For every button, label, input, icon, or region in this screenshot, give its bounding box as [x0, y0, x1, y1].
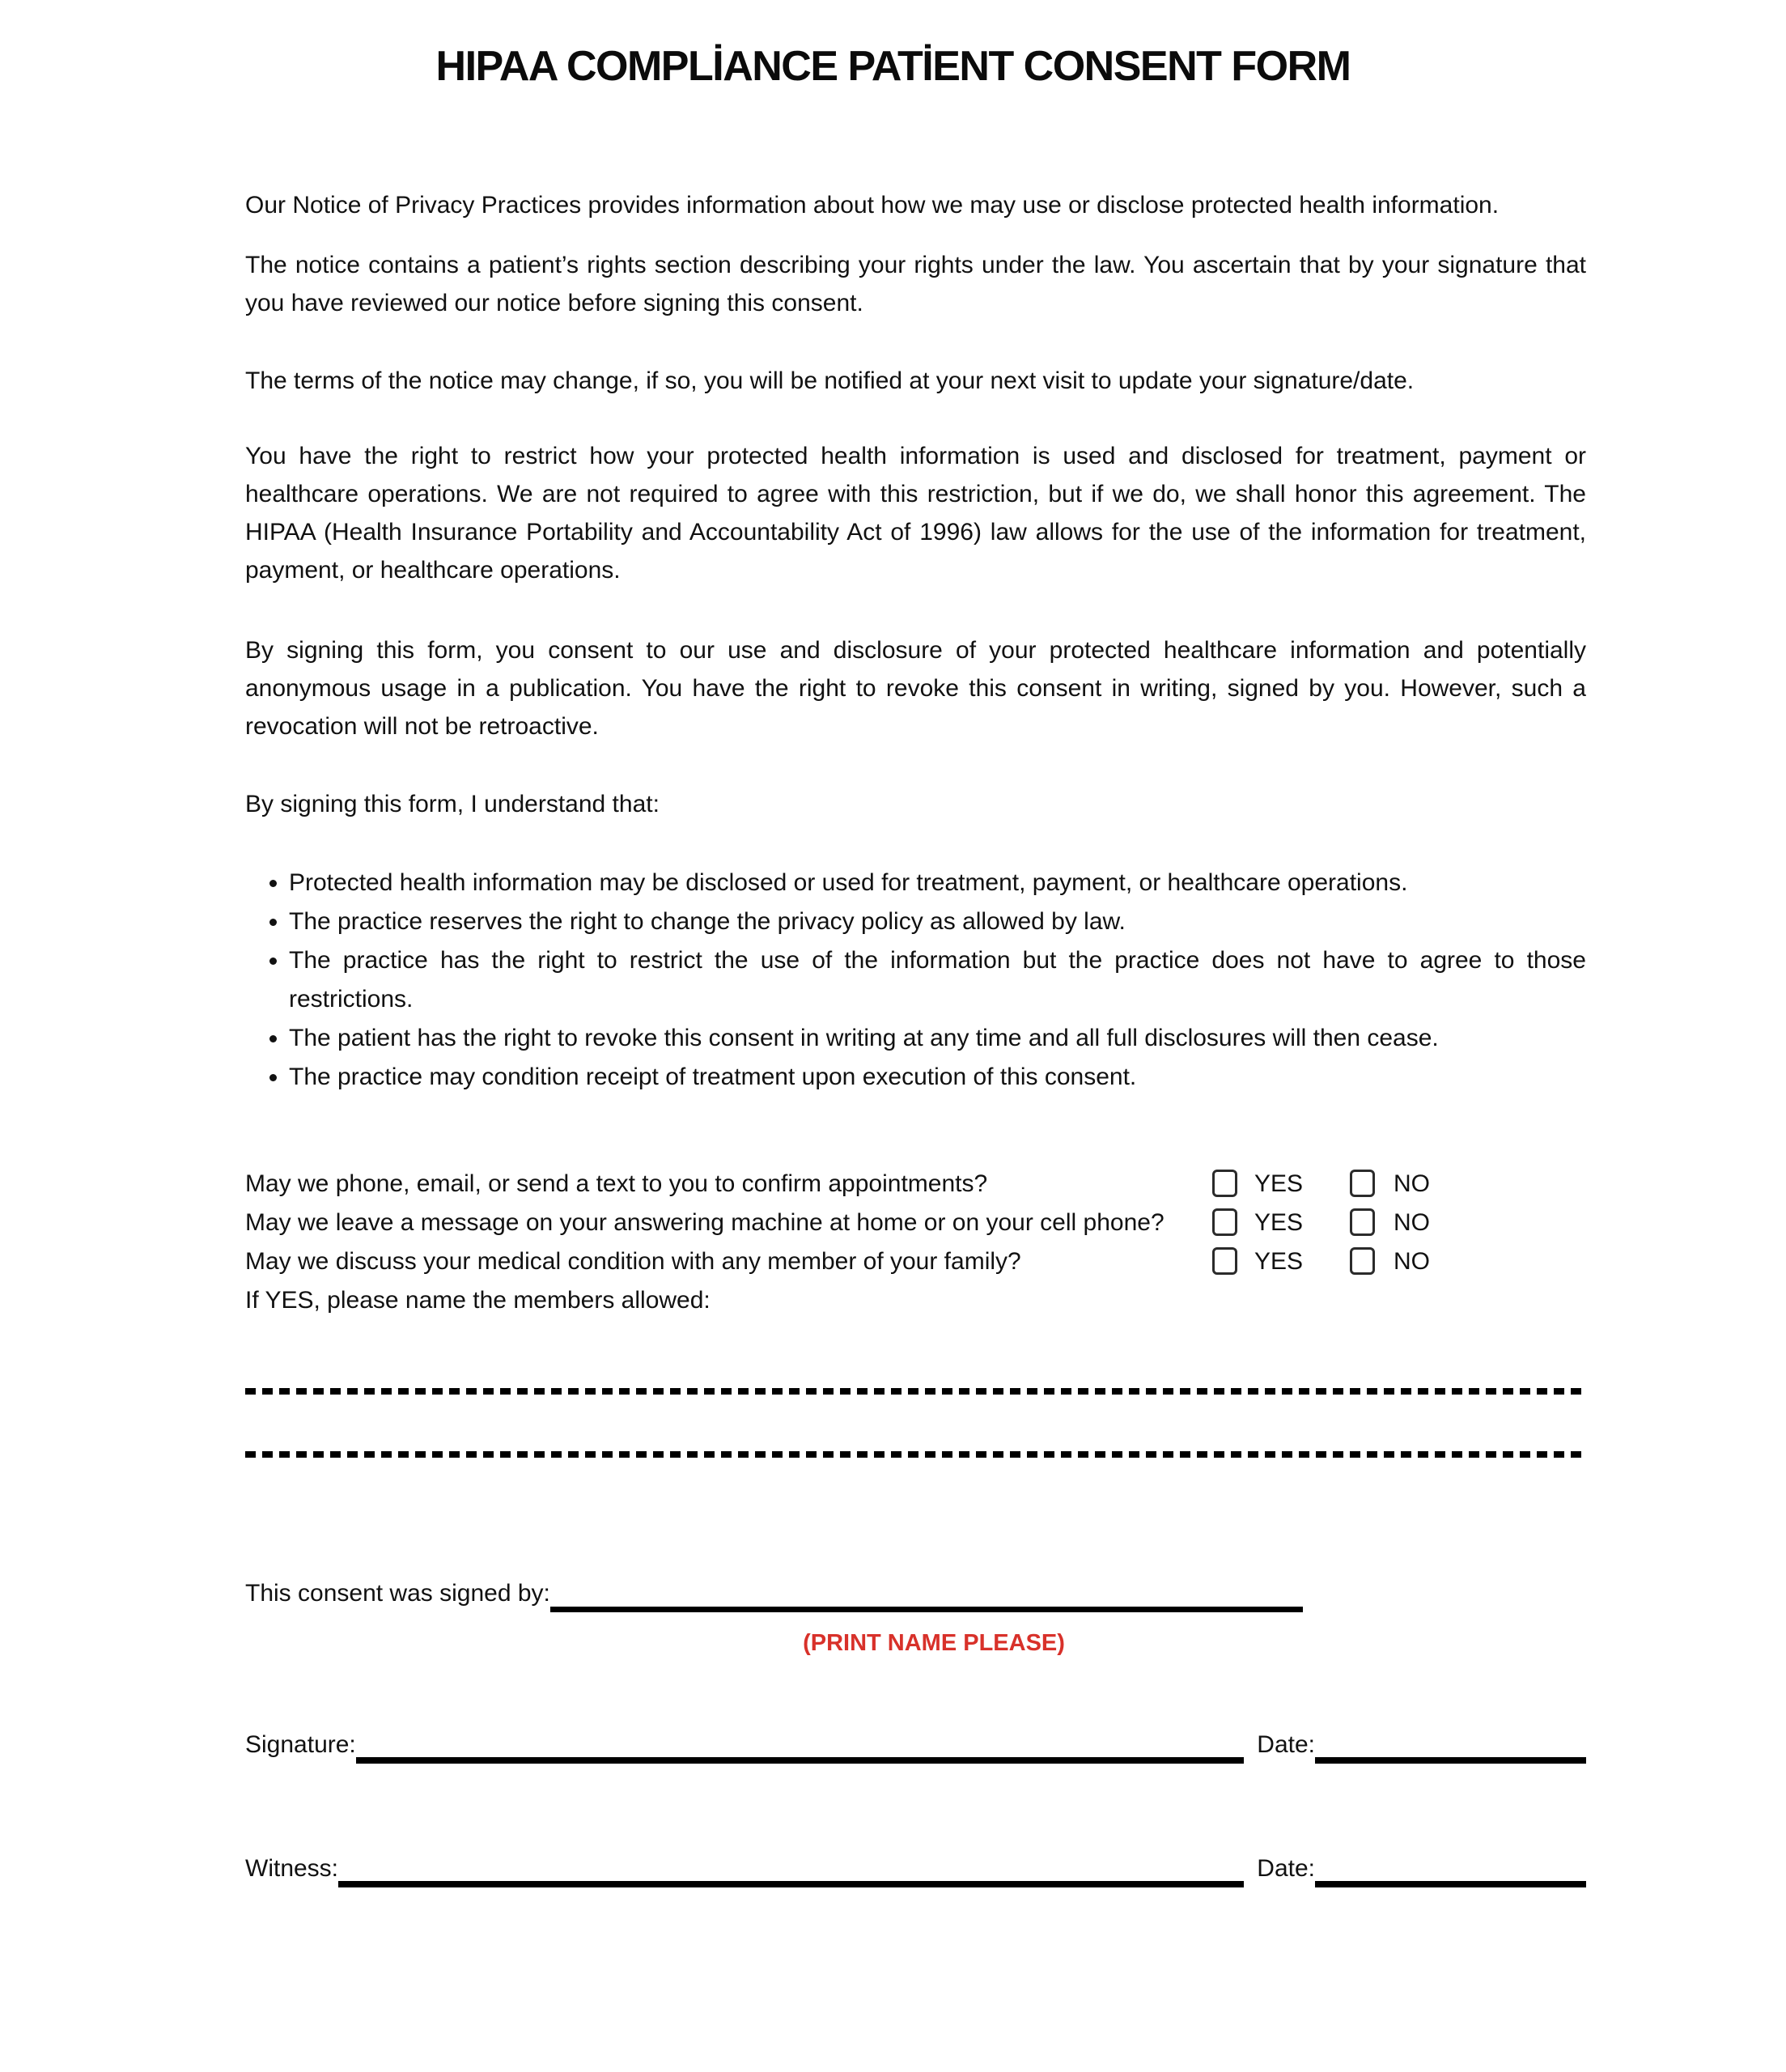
no-label: NO: [1394, 1209, 1430, 1236]
bullet-item: • The practice has the right to restrict the use of the information but the practice does not have to agree to those restrictions.: [289, 941, 1586, 1019]
intro-paragraph-1: Our Notice of Privacy Practices provides information about how we may use or disclose protected health information.: [245, 192, 1500, 219]
witness-line[interactable]: [338, 1857, 1244, 1887]
question-text: May we leave a message on your answering machine at home or on your cell phone?: [245, 1209, 1165, 1236]
signature-date-line[interactable]: [1315, 1733, 1586, 1764]
members-allowed-line-1[interactable]: [245, 1388, 1586, 1395]
witness-row: [245, 1847, 1586, 1887]
question-row-phone: [245, 1165, 1586, 1204]
yes-label: YES: [1254, 1170, 1304, 1197]
yes-label: YES: [1254, 1209, 1304, 1236]
signed-by-row: [245, 1574, 1586, 1612]
witness-label: Witness:: [245, 1855, 339, 1882]
no-checkbox[interactable]: [1350, 1208, 1375, 1236]
question-text: May we discuss your medical condition with any member of your family?: [245, 1248, 1021, 1275]
no-checkbox[interactable]: [1350, 1170, 1375, 1197]
form-title: HIPAA COMPLİANCE PATİENT CONSENT FORM: [435, 43, 1351, 90]
signature-row: [245, 1723, 1586, 1764]
witness-date-line[interactable]: [1315, 1857, 1586, 1887]
intro-paragraph-4: You have the right to restrict how your protected health information is used and disclosed for treatment, payment or healthcare operations. We are not required to agree with this restriction, but if we do, we shall honor this agreement. The HIPAA (Health Insurance Portability and Accountability Act of 1996) law allows for the use of the information for treatment, payment, or healthcare operations.: [245, 443, 1586, 584]
understand-heading: By signing this form, I understand that:: [245, 791, 660, 817]
signature-label: Signature:: [245, 1731, 356, 1758]
print-name-hint: (PRINT NAME PLEASE): [803, 1630, 1065, 1656]
yes-checkbox[interactable]: [1212, 1247, 1237, 1275]
yes-checkbox[interactable]: [1212, 1208, 1237, 1236]
bullet-item: • The patient has the right to revoke this consent in writing at any time and all full disclosures will then cease.: [289, 1019, 1586, 1058]
intro-paragraph-5: By signing this form, you consent to our use and disclosure of your protected healthcare information and potentially anonymous usage in a publication. You have the right to revoke this consent in writing, signed by you. However, such a revocation will not be retroactive.: [245, 637, 1586, 740]
date-label: Date:: [1257, 1731, 1315, 1758]
understand-bullet-list: [245, 864, 1586, 1097]
members-allowed-line-2[interactable]: [245, 1451, 1586, 1458]
question-text: May we phone, email, or send a text to you to confirm appointments?: [245, 1170, 988, 1197]
question-row-family: [245, 1242, 1586, 1281]
signed-by-label: This consent was signed by:: [245, 1580, 550, 1607]
bullet-item: • The practice reserves the right to change the privacy policy as allowed by law.: [289, 902, 1586, 941]
intro-paragraph-2: The notice contains a patient’s rights section describing your rights under the law. You ascertain that by your signature that you have reviewed our notice before signing this consent.: [245, 252, 1586, 316]
date-label: Date:: [1257, 1855, 1315, 1882]
form-content: [245, 0, 1586, 1887]
signature-line[interactable]: [356, 1733, 1245, 1764]
yes-label: YES: [1254, 1248, 1304, 1275]
if-yes-prompt: If YES, please name the members allowed:: [245, 1287, 711, 1314]
permission-questions: [245, 1165, 1586, 1320]
no-label: NO: [1394, 1170, 1430, 1197]
no-checkbox[interactable]: [1350, 1247, 1375, 1275]
print-name-line[interactable]: [550, 1582, 1303, 1612]
bullet-item: • Protected health information may be disclosed or used for treatment, payment, or healthcare operations.: [289, 864, 1586, 902]
no-label: NO: [1394, 1248, 1430, 1275]
intro-paragraph-3: The terms of the notice may change, if so, you will be notified at your next visit to update your signature/date.: [245, 367, 1415, 394]
question-row-message: [245, 1204, 1586, 1242]
yes-checkbox[interactable]: [1212, 1170, 1237, 1197]
bullet-item: • The practice may condition receipt of treatment upon execution of this consent.: [289, 1058, 1586, 1097]
